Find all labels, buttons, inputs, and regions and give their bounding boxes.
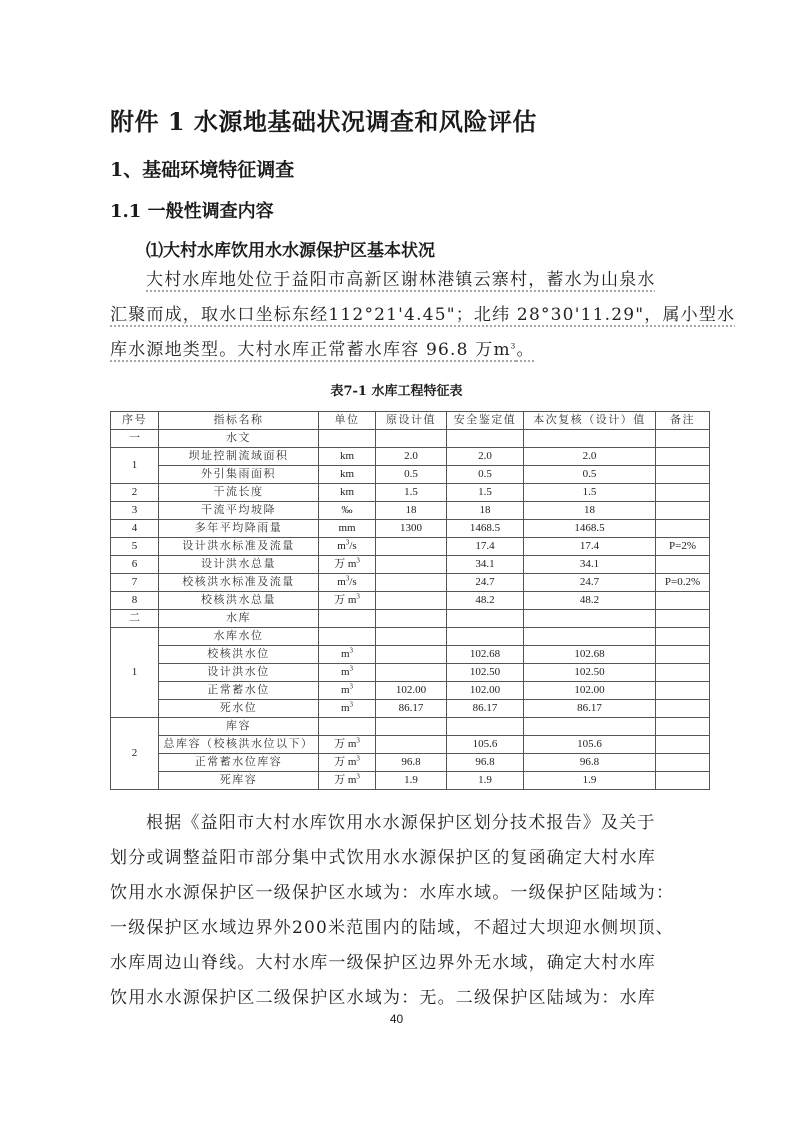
unit-text: 万 m	[334, 756, 357, 768]
cell-note	[656, 700, 710, 718]
cell-safety: 1468.5	[447, 520, 524, 538]
superscript: 3	[510, 342, 517, 351]
cell-review: 86.17	[524, 700, 656, 718]
unit-superscript: 3	[349, 646, 354, 655]
cell-safety: 1.5	[447, 484, 524, 502]
unit-text: 万 m	[334, 774, 357, 786]
cell-seq: 2	[111, 718, 159, 790]
cell-seq: 3	[111, 502, 159, 520]
unit-superscript: 3	[356, 736, 360, 745]
cell-name: 设计洪水总量	[159, 556, 319, 574]
table-row	[111, 502, 710, 520]
cell-name: 库容	[159, 718, 319, 736]
body-line: 水库周边山脊线。大村水库一级保护区边界外无水域，确定大村水库	[110, 953, 656, 973]
cell-unit: mm	[319, 520, 376, 538]
cell-name: 校核洪水标准及流量	[159, 574, 319, 592]
table-row	[111, 556, 710, 574]
cell-seq: 二	[111, 610, 159, 628]
cell-seq: 1	[111, 628, 159, 718]
cell-note	[656, 664, 710, 682]
unit-text: m	[337, 576, 346, 588]
cell-safety: 96.8	[447, 754, 524, 772]
table-row	[111, 574, 710, 592]
cell-unit: km	[319, 448, 376, 466]
cell-seq: 一	[111, 430, 159, 448]
header-safety: 安全鉴定值	[447, 412, 524, 430]
cell-note	[656, 628, 710, 646]
cell-safety: 34.1	[447, 556, 524, 574]
table-row	[111, 520, 710, 538]
cell-note	[656, 754, 710, 772]
cell-review: 96.8	[524, 754, 656, 772]
unit-text: m	[340, 702, 350, 714]
unit-superscript: 3	[349, 700, 354, 709]
cell-note	[656, 772, 710, 790]
cell-seq: 7	[111, 574, 159, 592]
cell-orig	[376, 430, 447, 448]
cell-review	[524, 430, 656, 448]
unit-superscript: 3	[349, 664, 354, 673]
cell-unit: km	[319, 484, 376, 502]
cell-orig: 2.0	[376, 448, 447, 466]
body-line: 划分或调整益阳市部分集中式饮用水水源保护区的复函确定大村水库	[110, 848, 656, 868]
intro-line-text: 库水源地类型。大村水库正常蓄水库容 96.8 万m	[110, 340, 511, 360]
cell-orig: 1.9	[376, 772, 447, 790]
cell-orig: 18	[376, 502, 447, 520]
cell-name: 总库容（校核洪水位以下）	[159, 736, 319, 754]
cell-review: 48.2	[524, 592, 656, 610]
cell-seq: 4	[111, 520, 159, 538]
table-row	[111, 664, 710, 682]
cell-orig	[376, 646, 447, 664]
unit-superscript: 3	[356, 556, 360, 565]
table-row	[111, 646, 710, 664]
table-row	[111, 736, 710, 754]
subsection-heading: 1.1 一般性调查内容	[110, 201, 274, 222]
cell-name: 死库容	[159, 772, 319, 790]
cell-review: 24.7	[524, 574, 656, 592]
cell-name: 外引集雨面积	[159, 466, 319, 484]
cell-unit	[319, 592, 376, 610]
cell-orig: 86.17	[376, 700, 447, 718]
cell-name: 设计洪水标准及流量	[159, 538, 319, 556]
cell-review	[524, 718, 656, 736]
cell-orig: 1.5	[376, 484, 447, 502]
unit-text: m	[340, 648, 350, 660]
header-note: 备注	[656, 412, 710, 430]
intro-line: 大村水库地处位于益阳市高新区谢林港镇云寨村，蓄水为山泉水	[146, 270, 656, 290]
cell-name: 死水位	[159, 700, 319, 718]
cell-orig	[376, 538, 447, 556]
cell-unit	[319, 772, 376, 790]
body-paragraph	[110, 806, 710, 1016]
cell-review: 1468.5	[524, 520, 656, 538]
cell-safety: 0.5	[447, 466, 524, 484]
cell-review: 102.00	[524, 682, 656, 700]
page-title: 附件 1 水源地基础状况调查和风险评估	[110, 107, 537, 136]
cell-unit	[319, 700, 376, 718]
cell-name: 干流平均坡降	[159, 502, 319, 520]
table-header-row	[111, 412, 710, 430]
cell-note	[656, 682, 710, 700]
cell-safety: 17.4	[447, 538, 524, 556]
table-row	[111, 718, 710, 736]
cell-name: 校核洪水总量	[159, 592, 319, 610]
cell-unit	[319, 682, 376, 700]
cell-review	[524, 610, 656, 628]
table-row	[111, 538, 710, 556]
cell-safety	[447, 718, 524, 736]
cell-name: 水库	[159, 610, 319, 628]
cell-review: 102.68	[524, 646, 656, 664]
unit-text: m	[337, 540, 346, 552]
body-line: 一级保护区水域边界外200米范围内的陆域，不超过大坝迎水侧坝顶、	[110, 918, 674, 938]
cell-unit	[319, 718, 376, 736]
header-name: 指标名称	[159, 412, 319, 430]
unit-superscript: 3	[345, 574, 350, 583]
cell-orig	[376, 628, 447, 646]
cell-review: 17.4	[524, 538, 656, 556]
table-row	[111, 772, 710, 790]
header-seq: 序号	[111, 412, 159, 430]
unit-suffix: /s	[349, 540, 357, 552]
unit-superscript: 3	[349, 682, 354, 691]
cell-review: 2.0	[524, 448, 656, 466]
cell-unit	[319, 664, 376, 682]
page-number: 40	[389, 1012, 404, 1026]
unit-text: 万 m	[334, 738, 357, 750]
cell-name: 校核洪水位	[159, 646, 319, 664]
unit-suffix: /s	[349, 576, 357, 588]
cell-unit	[319, 556, 376, 574]
table-row	[111, 610, 710, 628]
cell-seq: 5	[111, 538, 159, 556]
cell-unit	[319, 646, 376, 664]
item-heading: ⑴大村水库饮用水水源保护区基本状况	[146, 241, 435, 261]
cell-orig	[376, 718, 447, 736]
cell-unit	[319, 538, 376, 556]
cell-safety: 102.00	[447, 682, 524, 700]
cell-review: 1.5	[524, 484, 656, 502]
cell-orig: 102.00	[376, 682, 447, 700]
cell-note	[656, 592, 710, 610]
cell-review: 105.6	[524, 736, 656, 754]
cell-review	[524, 628, 656, 646]
cell-seq: 6	[111, 556, 159, 574]
unit-superscript: 3	[356, 754, 360, 763]
cell-unit	[319, 736, 376, 754]
cell-review: 18	[524, 502, 656, 520]
cell-note	[656, 718, 710, 736]
unit-text: 万 m	[334, 558, 357, 570]
cell-note	[656, 502, 710, 520]
table-row	[111, 448, 710, 466]
cell-unit	[319, 628, 376, 646]
cell-safety: 102.68	[447, 646, 524, 664]
cell-unit: km	[319, 466, 376, 484]
table-row	[111, 592, 710, 610]
intro-paragraph	[110, 263, 736, 368]
cell-safety: 2.0	[447, 448, 524, 466]
cell-note	[656, 430, 710, 448]
cell-name: 多年平均降雨量	[159, 520, 319, 538]
table-row	[111, 682, 710, 700]
cell-name: 水文	[159, 430, 319, 448]
cell-orig	[376, 574, 447, 592]
reservoir-spec-table	[110, 411, 710, 790]
unit-superscript: 3	[356, 592, 360, 601]
cell-safety: 102.50	[447, 664, 524, 682]
body-line: 根据《益阳市大村水库饮用水水源保护区划分技术报告》及关于	[146, 813, 656, 833]
cell-review: 34.1	[524, 556, 656, 574]
body-line: 饮用水水源保护区二级保护区水域为：无。二级保护区陆域为：水库	[110, 988, 656, 1008]
cell-safety: 24.7	[447, 574, 524, 592]
cell-note	[656, 556, 710, 574]
intro-line: 汇聚而成，取水口坐标东经112°21'4.45"；北纬 28°30'11.29"，属小型水	[110, 305, 736, 325]
cell-unit: ‰	[319, 502, 376, 520]
cell-orig	[376, 556, 447, 574]
cell-orig: 96.8	[376, 754, 447, 772]
cell-note	[656, 520, 710, 538]
cell-orig: 0.5	[376, 466, 447, 484]
table-row	[111, 754, 710, 772]
cell-name: 正常蓄水位库容	[159, 754, 319, 772]
header-review: 本次复核（设计）值	[524, 412, 656, 430]
table-caption: 表7-1 水库工程特征表	[330, 384, 463, 399]
cell-note	[656, 646, 710, 664]
cell-safety: 105.6	[447, 736, 524, 754]
table-row	[111, 700, 710, 718]
cell-safety	[447, 610, 524, 628]
cell-note	[656, 610, 710, 628]
cell-note: P=0.2%	[656, 574, 710, 592]
cell-note	[656, 466, 710, 484]
cell-seq: 8	[111, 592, 159, 610]
table-row	[111, 466, 710, 484]
unit-superscript: 3	[345, 538, 350, 547]
cell-orig	[376, 664, 447, 682]
table-row	[111, 484, 710, 502]
cell-unit	[319, 574, 376, 592]
cell-safety: 18	[447, 502, 524, 520]
unit-text: m	[340, 666, 350, 678]
cell-orig: 1300	[376, 520, 447, 538]
intro-line	[110, 333, 710, 368]
unit-text: 万 m	[334, 594, 357, 606]
cell-unit	[319, 430, 376, 448]
cell-note	[656, 484, 710, 502]
cell-name: 坝址控制流域面积	[159, 448, 319, 466]
cell-safety	[447, 628, 524, 646]
cell-orig	[376, 736, 447, 754]
cell-orig	[376, 610, 447, 628]
cell-seq: 1	[111, 448, 159, 484]
cell-review: 0.5	[524, 466, 656, 484]
cell-safety	[447, 430, 524, 448]
cell-safety: 1.9	[447, 772, 524, 790]
body-line: 饮用水水源保护区一级保护区水域为：水库水域。一级保护区陆域为：	[110, 883, 675, 903]
cell-unit	[319, 610, 376, 628]
cell-review: 102.50	[524, 664, 656, 682]
intro-line-end: 。	[516, 340, 535, 360]
table-row	[111, 430, 710, 448]
unit-superscript: 3	[356, 772, 360, 781]
cell-seq: 2	[111, 484, 159, 502]
table-row	[111, 628, 710, 646]
unit-text: m	[340, 684, 350, 696]
cell-name: 设计洪水位	[159, 664, 319, 682]
section-heading: 1、基础环境特征调查	[110, 159, 295, 181]
cell-review: 1.9	[524, 772, 656, 790]
cell-name: 正常蓄水位	[159, 682, 319, 700]
cell-name: 干流长度	[159, 484, 319, 502]
cell-orig	[376, 592, 447, 610]
header-unit: 单位	[319, 412, 376, 430]
cell-unit	[319, 754, 376, 772]
cell-note	[656, 736, 710, 754]
cell-note: P=2%	[656, 538, 710, 556]
cell-name: 水库水位	[159, 628, 319, 646]
cell-note	[656, 448, 710, 466]
cell-safety: 48.2	[447, 592, 524, 610]
cell-safety: 86.17	[447, 700, 524, 718]
header-orig: 原设计值	[376, 412, 447, 430]
